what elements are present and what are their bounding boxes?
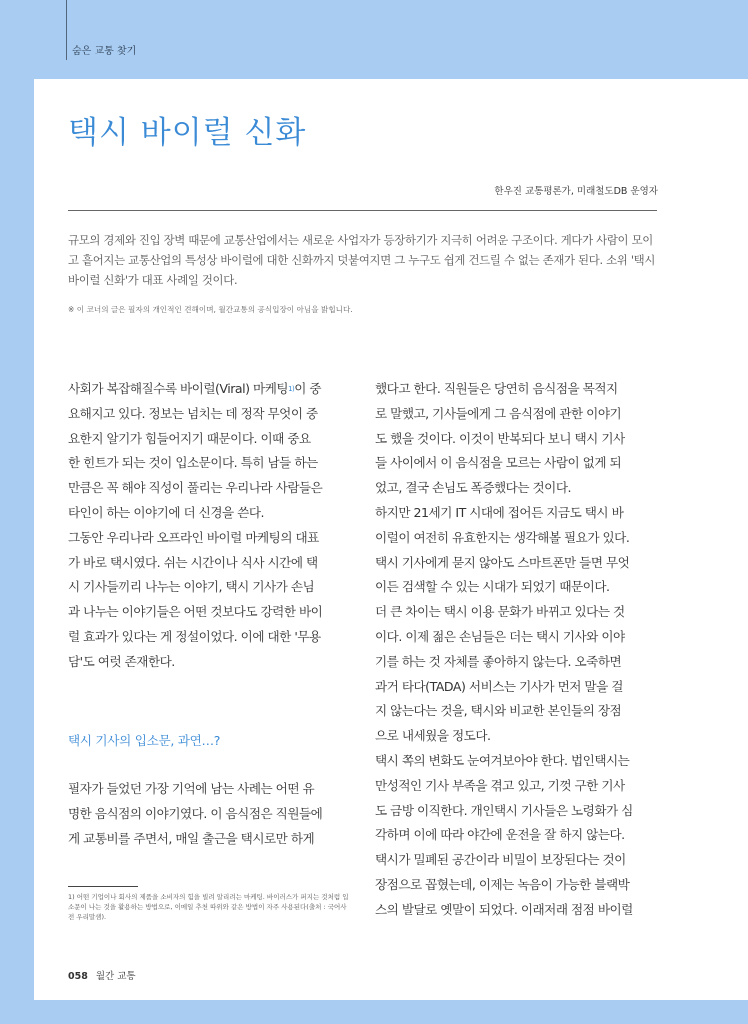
author-byline: 한우진 교통평론가, 미래철도DB 운영자 xyxy=(494,186,658,197)
text-line: 이럴이 여전히 유효한지는 생각해볼 필요가 있다. xyxy=(375,529,630,545)
text-line: 럴 효과가 있다는 게 정설이었다. 이에 대한 '무용 xyxy=(68,628,321,644)
text-line: 만큼은 꼭 해야 직성이 풀리는 우리나라 사람들은 xyxy=(68,480,323,496)
header-divider xyxy=(66,0,67,60)
text-line: 로 말했고, 기사들에게 그 음식점에 관한 이야기 xyxy=(375,405,622,421)
page-number: 058 xyxy=(68,971,88,982)
text-line: 그동안 우리나라 오프라인 바이럴 마케팅의 대표 xyxy=(68,529,319,545)
text-line: 사회가 복잡해질수록 바이럴(Viral) 마케팅$^{1)}$이 중 xyxy=(68,381,322,396)
magazine-name: 월간 교통 xyxy=(95,971,136,982)
right-column xyxy=(375,377,658,923)
text-line: 으로 내세웠을 정도다. xyxy=(375,728,491,744)
text-line: 었고, 결국 손님도 폭증했다는 것이다. xyxy=(375,480,572,496)
left-column xyxy=(68,377,351,675)
text-line: 들 사이에서 이 음식점을 모르는 사람이 없게 되 xyxy=(375,455,622,471)
text-line: 스의 발달로 옛말이 되었다. 이래저래 점점 바이럴 xyxy=(375,901,633,917)
text-line: 타인이 하는 이야기에 더 신경을 쓴다. xyxy=(68,504,265,520)
text-line: 각하며 이에 따라 야간에 운전을 잘 하지 않는다. xyxy=(375,827,625,843)
text-line: 이든 검색할 수 있는 시대가 되었기 때문이다. xyxy=(375,579,610,595)
text-line: 명한 음식점의 이야기였다. 이 음식점은 직원들에 xyxy=(68,805,323,821)
text-line: 이다. 이제 젊은 손님들은 더는 택시 기사와 이야 xyxy=(375,628,625,644)
text-line: 만성적인 기사 부족을 겪고 있고, 기껏 구한 기사 xyxy=(375,777,625,793)
text-line: 시 기사들끼리 나누는 이야기, 택시 기사가 손님 xyxy=(68,579,315,595)
text-line: 도 했을 것이다. 이것이 반복되다 보니 택시 기사 xyxy=(375,430,625,446)
text-line: 가 바로 택시였다. 쉬는 시간이나 식사 시간에 택 xyxy=(68,554,318,570)
text-line: 도 금방 이직한다. 개인택시 기사들은 노령화가 심 xyxy=(375,802,633,818)
text-line: 요한지 알기가 힘들어지기 때문이다. 이때 중요 xyxy=(68,430,311,446)
subheading: 택시 기사의 입소문, 과연…? xyxy=(68,733,221,748)
title-rule xyxy=(68,210,657,211)
text-line: 하지만 21세기 IT 시대에 접어든 지금도 택시 바 xyxy=(375,504,624,520)
text-line: 과거 타다(TADA) 서비스는 기사가 먼저 말을 걸 xyxy=(375,678,623,694)
text-line: 담'도 여럿 존재한다. xyxy=(68,653,175,669)
text-line: 한 힌트가 되는 것이 입소문이다. 특히 남들 하는 xyxy=(68,455,318,471)
text-line: 기를 하는 것 자체를 좋아하지 않는다. 오죽하면 xyxy=(375,653,622,669)
section-label: 숨은 교통 찾기 xyxy=(72,46,137,57)
article-page xyxy=(34,79,748,1000)
text-line: 했다고 한다. 직원들은 당연히 음식점을 목적지 xyxy=(375,381,618,396)
text-line: 더 큰 차이는 택시 이용 문화가 바뀌고 있다는 것 xyxy=(375,604,625,620)
text-line: 요해지고 있다. 정보는 넘치는 데 정작 무엇이 중 xyxy=(68,405,318,421)
left-column-continued xyxy=(68,777,351,851)
page-footer xyxy=(68,968,136,982)
text-line: 게 교통비를 주면서, 매일 출근을 택시로만 하게 xyxy=(68,830,315,846)
text-line: 필자가 들었던 가장 기억에 남는 사례는 어떤 유 xyxy=(68,781,315,796)
article-title: 택시 바이럴 신화 xyxy=(68,115,307,151)
text-line: 지 않는다는 것을, 택시와 비교한 본인들의 장점 xyxy=(375,703,622,719)
text-line: 장점으로 꼽혔는데, 이제는 녹음이 가능한 블랙박 xyxy=(375,876,630,892)
text-line: 택시 쪽의 변화도 눈여겨보아야 한다. 법인택시는 xyxy=(375,752,630,768)
disclaimer-note: ※ 이 코너의 글은 필자의 개인적인 견해이며, 월간교통의 공식입장이 아님을 밝힙니다. xyxy=(68,305,353,314)
lead-paragraph: 규모의 경제와 진입 장벽 때문에 교통산업에서는 새로운 사업자가 등장하기가 지극히 어려운 구조이다. 게다가 사람이 모이고 흩어지는 교통산업의 특성상 바이럴에 대한 신화까지 덧붙여지면 그 누구도 쉽게 건드릴 수 없는 존재가 된다. 소위 '택시 바이럴 신화'가 대표 사례일 것이다. xyxy=(68,233,656,287)
text-line: 택시 기사에게 묻지 않아도 스마트폰만 들면 무엇 xyxy=(375,554,630,570)
top-band xyxy=(0,0,748,80)
text-line: 과 나누는 이야기들은 어떤 것보다도 강력한 바이 xyxy=(68,604,323,620)
footnote-rule xyxy=(68,886,138,887)
text-line: 택시가 밀폐된 공간이라 비밀이 보장된다는 것이 xyxy=(375,852,626,868)
footnote: 1) 어떤 기업이나 회사의 제품을 소비자의 힘을 빌려 알리려는 마케팅. 바이러스가 퍼지는 것처럼 입소문이 나는 것을 활용하는 방법으로, 이메일 추천 따위와 같은 방법이 자주 사용된다(출처 : 국어사전 우리말샘). xyxy=(68,893,349,921)
footnote-ref[interactable]: 1) xyxy=(288,385,295,393)
